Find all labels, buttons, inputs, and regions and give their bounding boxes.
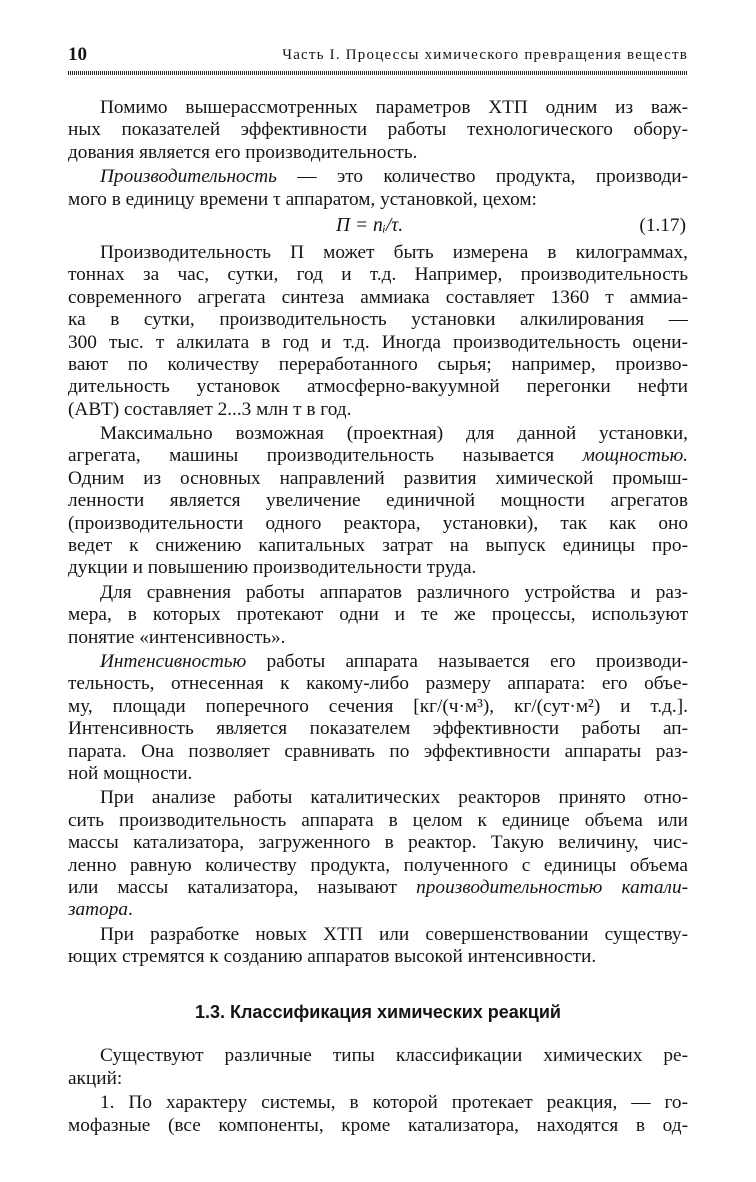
line-text: Помимо вышерассмотренных параметров ХТП одним из важ- xyxy=(100,97,688,118)
text-line xyxy=(68,1092,688,1114)
equation-number: (1.17) xyxy=(639,214,686,236)
line-text: тоннах за час, сутки, год и т.д. Например, производительность xyxy=(68,264,688,286)
header-rule xyxy=(68,71,688,75)
line-text: Одним из основных направлений развития химической промыш- xyxy=(68,467,688,489)
line-text: дования является его производительность. xyxy=(68,141,418,163)
text-line xyxy=(68,399,688,421)
equation-formula: П = nᵢ/τ. xyxy=(336,214,404,236)
line-text: Интенсивность является показателем эффективности работы ап- xyxy=(68,718,688,740)
text-line xyxy=(68,673,688,695)
line-text: Для сравнения работы аппаратов различного устройства и раз- xyxy=(100,581,688,603)
text-line xyxy=(68,946,688,968)
text-line xyxy=(68,119,688,141)
line-text: му, площади поперечного сечения [кг/(ч·м³), кг/(сут·м²) и т.д.]. xyxy=(68,695,688,717)
text-line xyxy=(68,696,688,718)
line-text: дукции и повышению производительности труда. xyxy=(68,557,477,579)
line-text: массы катализатора, загруженного в реактор. Такую величину, чис- xyxy=(68,832,688,854)
line-text: современного агрегата синтеза аммиака составляет 1360 т аммиа- xyxy=(68,286,688,308)
text-line xyxy=(68,490,688,512)
line-text: мофазные (все компоненты, кроме катализатора, находятся в од- xyxy=(68,1114,688,1136)
text-line xyxy=(68,142,688,164)
text-line xyxy=(68,924,688,946)
text-line xyxy=(68,376,688,398)
text-line xyxy=(68,899,688,921)
text-line xyxy=(68,354,688,376)
italic-term: производительностью катали- xyxy=(416,876,688,898)
line-text: тельность, отнесенная к какому-либо размеру аппарата: его объе- xyxy=(68,673,688,695)
line-text: или массы катализатора, называют xyxy=(68,876,417,898)
running-title: Часть I. Процессы химического превращения веществ xyxy=(282,47,688,63)
line-text: мого в единицу времени τ аппаратом, установкой, цехом: xyxy=(68,188,537,210)
text-line xyxy=(68,1115,688,1137)
line-text: . xyxy=(128,899,133,921)
text-line xyxy=(68,423,688,445)
italic-term: мощностью. xyxy=(582,445,688,467)
line-text: Производительность П может быть измерена в килограммах, xyxy=(100,241,688,263)
equation-line xyxy=(68,212,688,240)
text-line xyxy=(68,810,688,832)
line-text: (АВТ) составляет 2...3 млн т в год. xyxy=(68,398,352,420)
line-text: ленности является увеличение единичной мощности агрегатов xyxy=(68,490,688,512)
text-line xyxy=(68,877,688,899)
line-text: работы аппарата называется его производи- xyxy=(246,650,688,672)
page-number: 10 xyxy=(68,44,87,65)
line-text: парата. Она позволяет сравнивать по эффективности аппараты раз- xyxy=(68,740,688,762)
line-text: ных показателей эффективности работы технологического обору- xyxy=(68,119,688,141)
section-heading: 1.3. Классификация химических реакций xyxy=(194,1002,561,1023)
text-line xyxy=(68,332,688,354)
text-line xyxy=(68,787,688,809)
text-line xyxy=(68,627,688,649)
italic-term: Производительность xyxy=(100,166,277,188)
text-line xyxy=(68,718,688,740)
text-line xyxy=(68,763,688,785)
text-line xyxy=(68,855,688,877)
text-line xyxy=(68,242,688,264)
line-text: Существуют различные типы классификации химических ре- xyxy=(100,1045,688,1067)
line-text: ведет к снижению капитальных затрат на выпуск единицы про- xyxy=(68,535,688,557)
text-line xyxy=(68,309,688,331)
line-text: агрегата, машины производительность называется xyxy=(68,445,583,467)
text-line xyxy=(68,189,688,211)
text-line xyxy=(68,582,688,604)
text-line xyxy=(68,557,688,579)
line-text: ной мощности. xyxy=(68,762,193,784)
text-line xyxy=(68,468,688,490)
line-text: При разработке новых ХТП или совершенствовании существу- xyxy=(100,923,688,945)
text-line xyxy=(68,535,688,557)
page-header xyxy=(68,42,688,68)
line-text: вают по количеству переработанного сырья; например, произво- xyxy=(68,353,688,375)
line-text: При анализе работы каталитических реакторов принято отно- xyxy=(100,787,688,809)
line-text: понятие «интенсивность». xyxy=(68,626,286,648)
line-text: 1. По характеру системы, в которой протекает реакция, — го- xyxy=(100,1092,688,1114)
line-text: ющих стремятся к созданию аппаратов высокой интенсивности. xyxy=(68,946,597,968)
line-text: ленно равную количеству продукта, полученного с единицы объема xyxy=(68,854,688,876)
text-line xyxy=(68,97,688,119)
text-line xyxy=(68,741,688,763)
line-text: Максимально возможная (проектная) для данной установки, xyxy=(100,423,688,445)
italic-term: затора xyxy=(68,899,129,921)
text-line xyxy=(68,513,688,535)
text-line xyxy=(68,264,688,286)
line-text: сить производительность аппарата в целом к единице объема или xyxy=(68,809,688,831)
line-text: ка в сутки, производительность установки алкилирования — xyxy=(68,309,688,331)
text-line xyxy=(68,832,688,854)
body-text xyxy=(68,97,688,1137)
text-line xyxy=(68,1068,688,1090)
text-line xyxy=(68,651,688,673)
text-line xyxy=(68,445,688,467)
text-line xyxy=(68,287,688,309)
line-text: мера, в которых протекают одни и те же процессы, используют xyxy=(68,604,688,626)
italic-term: Интенсивностью xyxy=(100,650,247,672)
line-text: дительность установок атмосферно-вакуумной перегонки нефти xyxy=(68,376,688,398)
text-line xyxy=(68,604,688,626)
line-text: акций: xyxy=(68,1067,123,1089)
text-line xyxy=(68,1045,688,1067)
text-line xyxy=(68,166,688,188)
line-text: 300 тыс. т алкилата в год и т.д. Иногда производительность оцени- xyxy=(68,331,688,353)
line-text: (производительности одного реактора, установки), так как оно xyxy=(68,512,688,534)
line-text: — это количество продукта, производи- xyxy=(276,166,688,188)
